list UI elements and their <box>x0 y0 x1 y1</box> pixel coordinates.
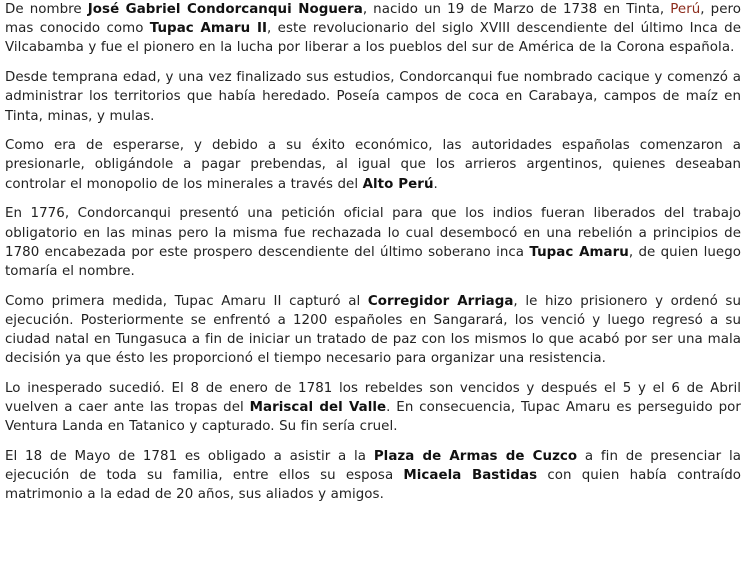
text-run: Como era de esperarse, y debido a su éxito económico, las autoridades españolas comenzaron a presionarle, obligándole a pagar prebendas, al igual que los arrieros argentinos, quienes deseaban controlar el monopolio de los minerales a través del <box>5 138 741 192</box>
text-run: con quien había contraído matrimonio a la edad de 20 años, sus aliados y amigos. <box>5 468 741 503</box>
text-run: Desde temprana edad, y una vez finalizado sus estudios, Condorcanqui fue nombrado cacique y comenzó a administrar los territorios que había heredado. Poseía campos de coca en Carabaya, campos de maíz en Tinta, minas, y mulas. <box>5 70 741 124</box>
paragraph-2 <box>5 68 741 126</box>
text-run: a fin de presenciar la ejecución de toda su familia, entre ellos su esposa <box>5 449 742 484</box>
bold-term: Micaela Bastidas <box>403 468 538 484</box>
text-run: En 1776, Condorcanqui presentó una petición oficial para que los indios fueran liberados del trabajo obligatorio en las minas pero la misma fue rechazada lo cual desembocó en una rebelión a principios de 1780 encabezada por este prospero descendiente del último soberano inca <box>5 206 741 260</box>
paragraph-7 <box>5 447 741 505</box>
text-run: , le hizo prisionero y ordenó su ejecución. Posteriormente se enfrentó a 1200 españoles en Sangarará, los venció y luego regresó a su ciudad natal en Tungasuca a fin de iniciar un tratado de paz con los mismos lo que acabó por ser una mala decisión ya que ésto les proporcionó el tiempo necesario para organizar una resistencia. <box>5 293 741 367</box>
bold-term: Tupac Amaru <box>529 244 629 260</box>
bold-term: Mariscal del Valle <box>249 400 387 416</box>
text-run: , de quien luego tomaría el nombre. <box>5 244 741 279</box>
text-run: , este revolucionario del siglo XVIII descendiente del último Inca de Vilcabamba y fue el pionero en la lucha por liberar a los pueblos del sur de América de la Corona española. <box>5 21 741 56</box>
bold-term: José Gabriel Condorcanqui Noguera <box>87 2 363 17</box>
text-run: , pero mas conocido como <box>5 2 742 37</box>
bold-term: Corregidor Arriaga <box>367 293 514 309</box>
text-run: De nombre <box>5 2 88 17</box>
text-run: . En consecuencia, Tupac Amaru es perseguido por Ventura Landa en Tatanico y capturado. Su fin sería cruel. <box>5 400 741 435</box>
text-run: Lo inesperado sucedió. El 8 de enero de 1781 los rebeldes son vencidos y después el 5 y el 6 de Abril vuelven a caer ante las tropas del <box>5 380 741 416</box>
link-peru[interactable]: Perú <box>670 2 701 17</box>
bold-term: Alto Perú <box>362 176 434 192</box>
paragraph-1 <box>5 0 741 58</box>
bold-term: Plaza de Armas de Cuzco <box>373 449 578 465</box>
paragraph-3 <box>5 136 741 194</box>
text-run: . <box>433 176 438 192</box>
paragraph-4 <box>5 204 741 281</box>
paragraph-5 <box>5 292 741 369</box>
text-run: , nacido un 19 de Marzo de 1738 en Tinta, <box>362 2 671 17</box>
paragraph-6 <box>5 379 741 437</box>
text-run: El 18 de Mayo de 1781 es obligado a asistir a la <box>5 449 374 465</box>
text-run: Como primera medida, Tupac Amaru II capturó al <box>5 293 368 309</box>
bold-term: Tupac Amaru II <box>149 21 268 37</box>
